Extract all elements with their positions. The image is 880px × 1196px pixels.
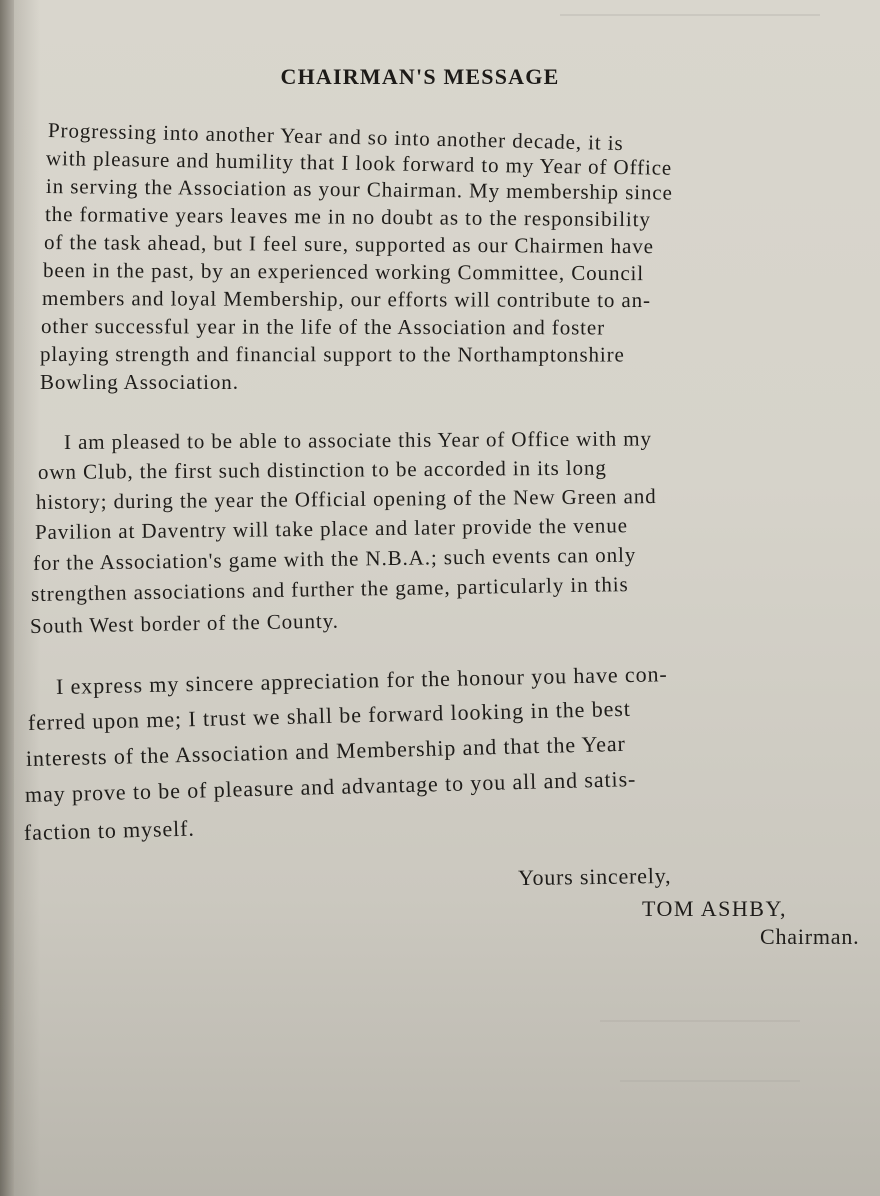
signatory-title: Chairman. [760,924,860,949]
bleed-through-decoration [620,1080,800,1090]
text-line: members and loyal Membership, our efforts will contribute to an- [41,286,651,313]
text-line: I am pleased to be able to associate this Year of Office with my [63,426,652,454]
text-line: faction to myself. [23,815,196,845]
text-line: history; during the year the Official opening of the New Green and [35,484,657,514]
text-line: for the Association's game with the N.B.A.; such events can only [32,542,637,575]
text-line: playing strength and financial support to the Northamptonshire [39,342,625,367]
bleed-through-decoration [600,1020,800,1030]
text-line: other successful year in the life of the Association and foster [40,314,606,340]
text-line: been in the past, by an experienced working Committee, Council [42,258,645,286]
closing-salutation: Yours sincerely, [517,862,672,891]
text-line: interests of the Association and Membership and that the Year [25,730,627,771]
text-line: with pleasure and humility that I look forward to my Year of Office [45,146,673,180]
text-line: may prove to be of pleasure and advantage to you all and satis- [24,765,637,807]
signatory-name: TOM ASHBY, [642,896,788,921]
text-line: own Club, the first such distinction to be accorded in its long [37,455,607,484]
text-line: in serving the Association as your Chairman. My membership since [45,174,673,205]
text-line: ferred upon me; I trust we shall be forward looking in the best [27,695,632,735]
text-line: strengthen associations and further the game, particularly in this [30,572,629,606]
text-line: South West border of the County. [29,608,339,638]
text-line: Progressing into another Year and so into another decade, it is [47,118,624,156]
text-line: I express my sincere appreciation for the honour you have con- [55,661,668,699]
text-line: Pavilion at Daventry will take place and later provide the venue [34,513,628,544]
bleed-through-decoration [560,14,820,26]
text-line: Bowling Association. [40,370,239,394]
page-title: CHAIRMAN'S MESSAGE [280,64,560,89]
text-line: of the task ahead, but I feel sure, supported as our Chairmen have [43,230,654,259]
page-fold-shadow [0,0,14,1196]
text-line: the formative years leaves me in no doubt as to the responsibility [44,202,651,232]
